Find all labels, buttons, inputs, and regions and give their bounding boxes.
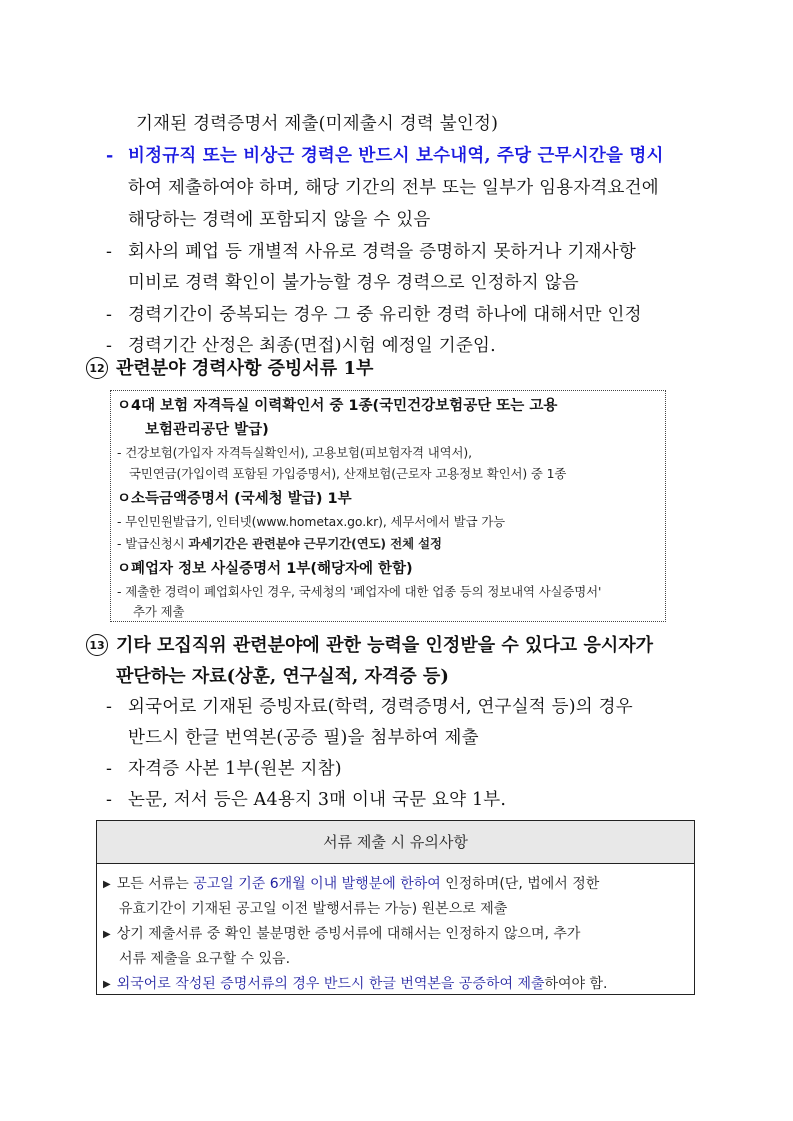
notice-header: 서류 제출 시 유의사항: [97, 821, 694, 864]
closure-cert-heading: ㅇ폐업자 정보 사실증명서 1부(해당자에 한함): [117, 561, 413, 577]
proof-documents-box: [110, 390, 666, 622]
insurance-cert-heading: ㅇ4대 보험 자격득실 이력확인서 중 1종(국민건강보험공단 또는 고용: [117, 398, 558, 414]
submission-notice-box: [96, 820, 695, 995]
bullet-nonregular-line3: 해당하는 경력에 포함되지 않을 수 있음: [128, 210, 431, 230]
notice-item-3: ▶ 외국어로 작성된 증명서류의 경우 반드시 한글 번역본을 공증하여 제출하여야 함.: [103, 976, 608, 992]
bullet-nonregular-line2: 하여 제출하여야 하며, 해당 기간의 전부 또는 일부가 임용자격요건에: [128, 178, 659, 198]
bullet-closure-line2: 미비로 경력 확인이 불가능할 경우 경력으로 인정하지 않음: [128, 273, 579, 293]
foreign-docs-line1: - 외국어로 기재된 증빙자료(학력, 경력증명서, 연구실적 등)의 경우: [106, 697, 633, 717]
notice-item-1-line2: 유효기간이 기재된 공고일 이전 발행서류는 가능) 원본으로 제출: [119, 901, 508, 917]
section-13-heading: 13 기타 모집직위 관련분야에 관한 능력을 인정받을 수 있다고 응시자가: [86, 633, 653, 659]
income-cert-issuance: - 무인민원발급기, 인터넷(www.hometax.go.kr), 세무서에서 발급 가능: [117, 514, 506, 529]
bullet-period-basis: - 경력기간 산정은 최종(면접)시험 예정일 기준임.: [106, 336, 496, 356]
notice-item-2-line2: 서류 제출을 요구할 수 있음.: [119, 951, 291, 967]
circled-number-12: 12: [86, 357, 108, 379]
circled-number-13: 13: [86, 634, 108, 656]
closure-cert-note-line2: 추가 제출: [133, 604, 185, 619]
income-cert-heading: ㅇ소득금액증명서 (국세청 발급) 1부: [117, 491, 352, 507]
bullet-overlap: - 경력기간이 중복되는 경우 그 중 유리한 경력 하나에 대해서만 인정: [106, 305, 642, 325]
notice-item-1: ▶ 모든 서류는 공고일 기준 6개월 이내 발행분에 한하여 인정하며(단, 법에서 정한: [103, 876, 600, 892]
insurance-types-line1: - 건강보험(가입자 자격득실확인서), 고용보험(피보험자격 내역서),: [117, 445, 472, 460]
license-copy: - 자격증 사본 1부(원본 지참): [106, 759, 342, 779]
bullet-nonregular-highlight: - 비정규직 또는 비상근 경력은 반드시 보수내역, 주당 근무시간을 명시: [106, 146, 664, 166]
income-cert-period-note: - 발급신청시 과세기간은 관련분야 근무기간(연도) 전체 설정: [117, 536, 442, 551]
foreign-docs-line2: 반드시 한글 번역본(공증 필)을 첨부하여 제출: [128, 728, 479, 748]
section-13-heading-line2: 판단하는 자료(상훈, 연구실적, 자격증 등): [116, 666, 449, 687]
paper-summary: - 논문, 저서 등은 A4용지 3매 이내 국문 요약 1부.: [106, 790, 507, 810]
bullet-closure-line1: - 회사의 폐업 등 개별적 사유로 경력을 증명하지 못하거나 기재사항: [106, 242, 636, 262]
insurance-types-line2: 국민연금(가입이력 포함된 가입증명서), 산재보험(근로자 고용정보 확인서) 중 1종: [129, 466, 567, 481]
insurance-cert-heading-line2: 보험관리공단 발급): [145, 422, 269, 438]
triangle-bullet-icon: ▶: [103, 979, 111, 990]
career-cert-line: 기재된 경력증명서 제출(미제출시 경력 불인정): [136, 114, 499, 134]
notice-item-2: ▶ 상기 제출서류 중 확인 불분명한 증빙서류에 대해서는 인정하지 않으며, 추가: [103, 926, 581, 942]
section-12-heading: 12 관련분야 경력사항 증빙서류 1부: [86, 356, 373, 382]
triangle-bullet-icon: ▶: [103, 879, 111, 890]
triangle-bullet-icon: ▶: [103, 929, 111, 940]
closure-cert-note-line1: - 제출한 경력이 폐업회사인 경우, 국세청의 '폐업자에 대한 업종 등의 정보내역 사실증명서': [117, 584, 602, 599]
